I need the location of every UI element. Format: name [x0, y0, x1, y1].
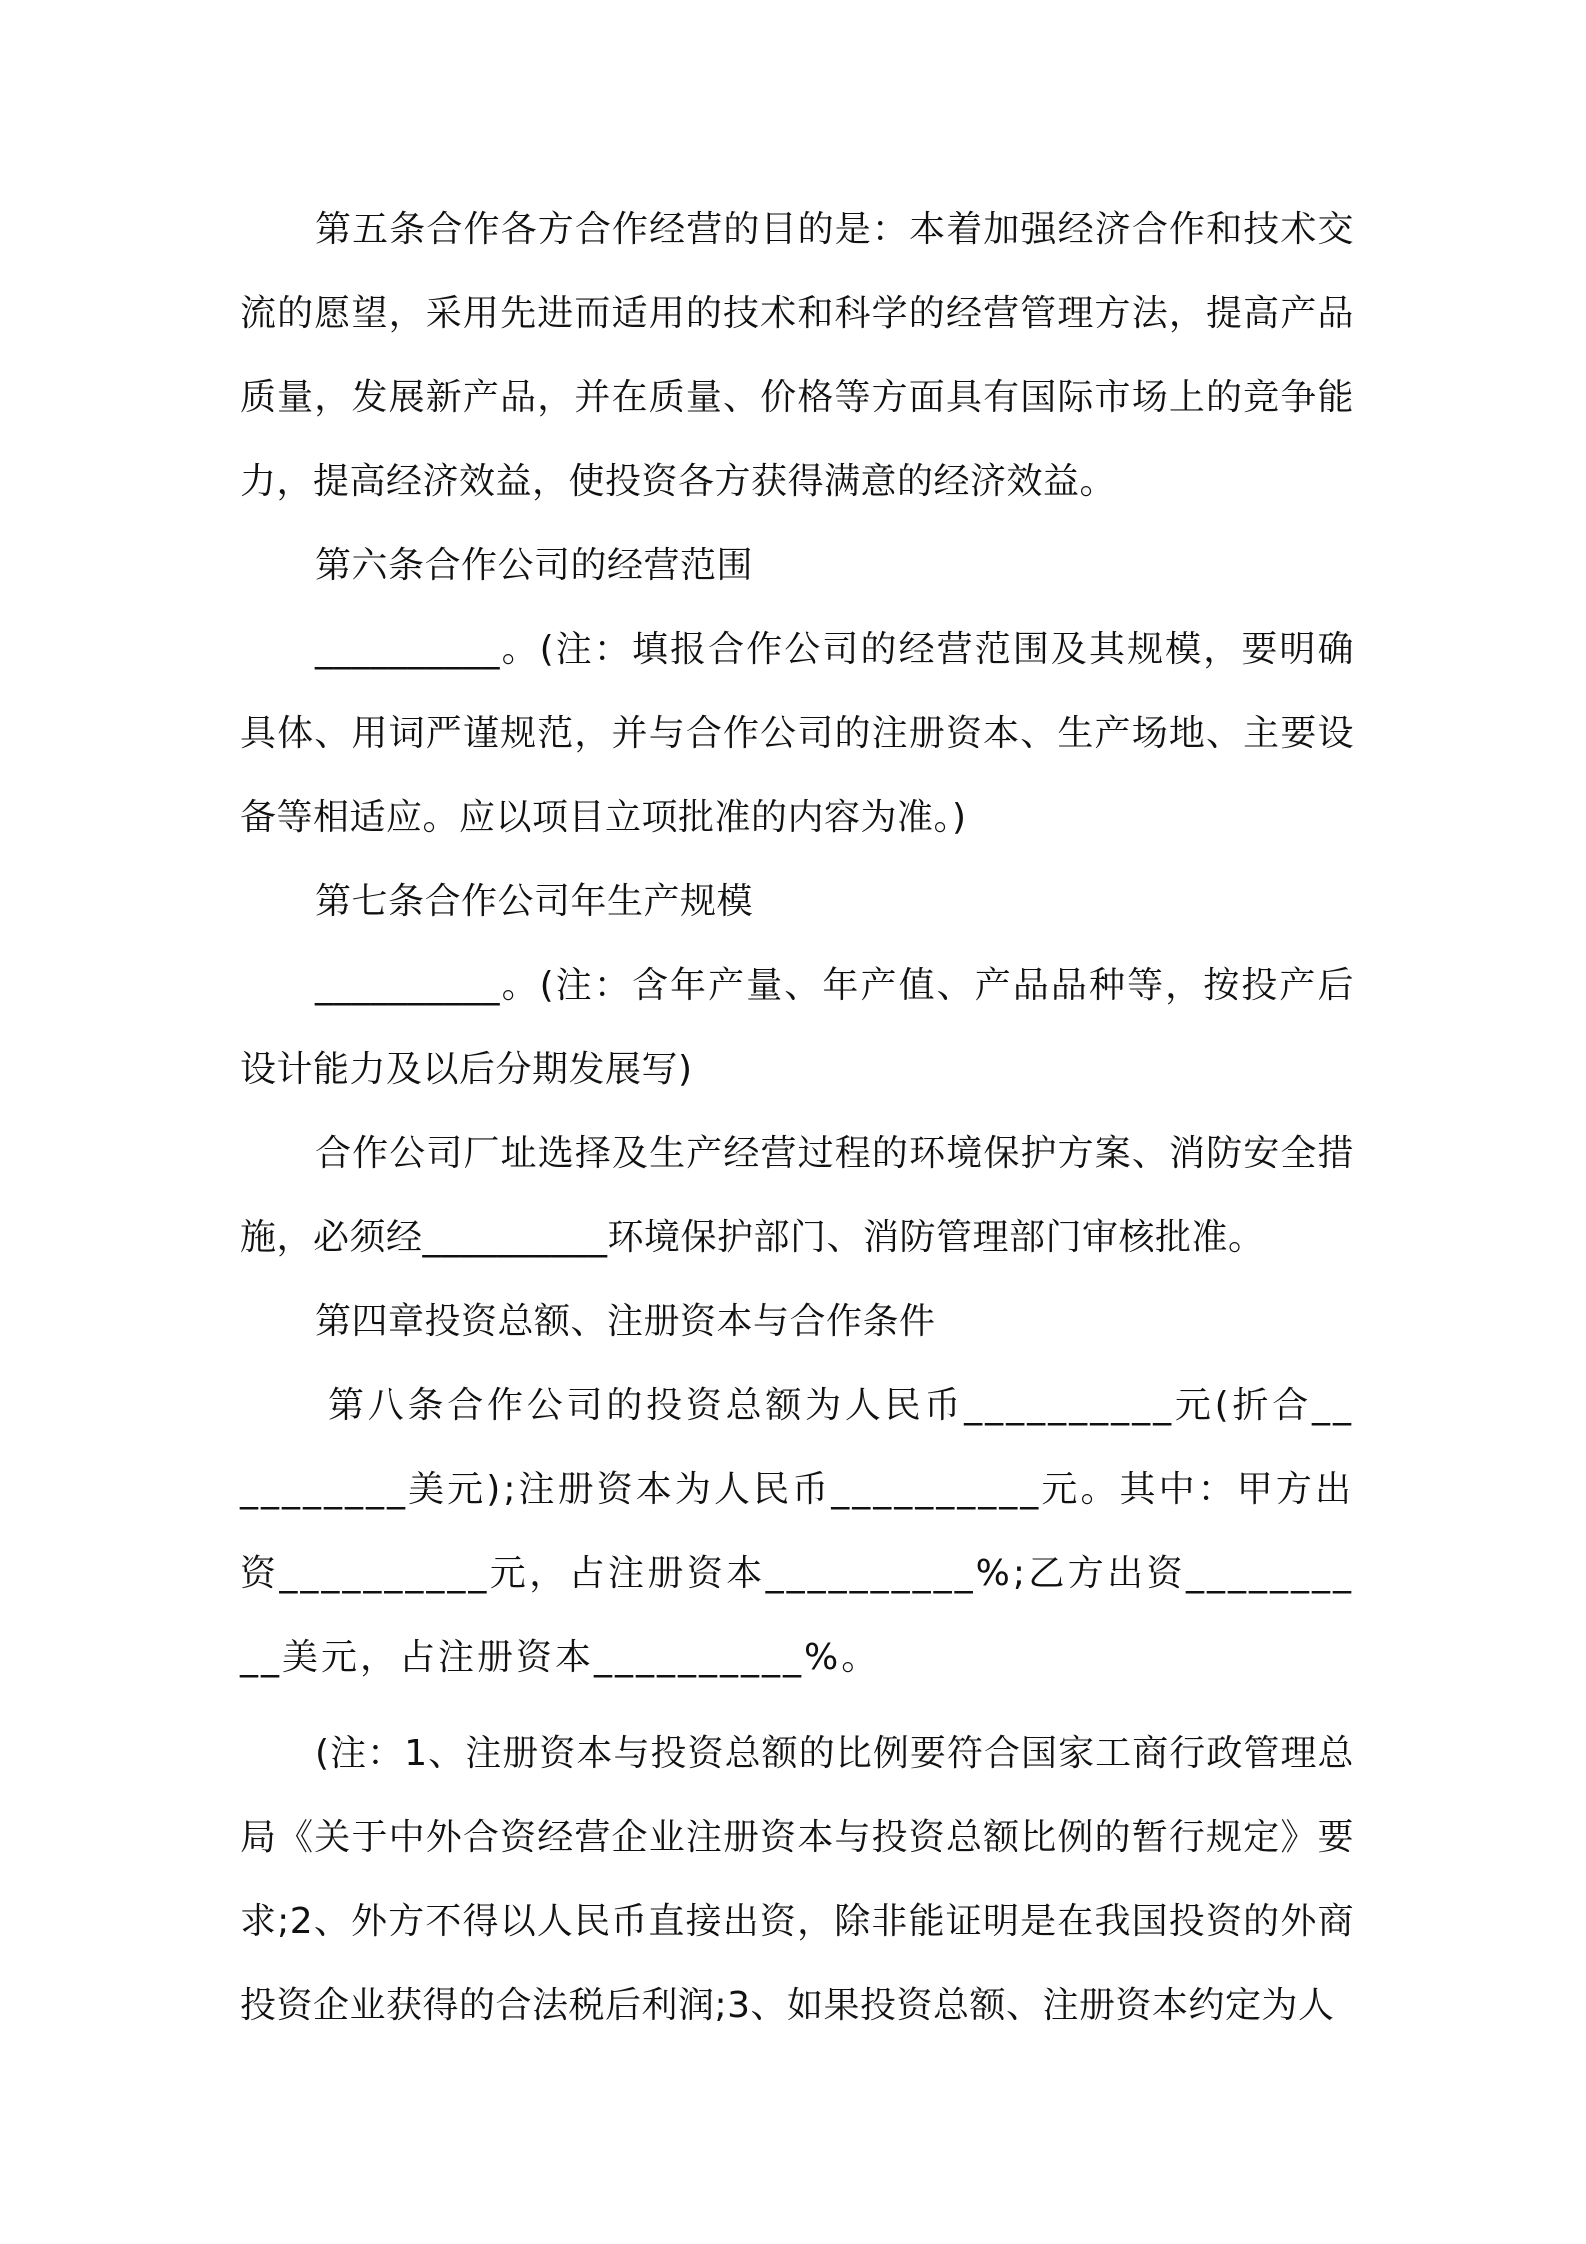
article-8-note: (注：1、注册资本与投资总额的比例要符合国家工商行政管理总局《关于中外合资经营企业注册资本与投资总额比例的暂行规定》要求;2、外方不得以人民币直接出资，除非能证明是在我国投资的外商投资企业获得的合法税后利润;3、如果投资总额、注册资本约定为人 — [240, 1733, 1354, 2026]
chapter-4-heading: 第四章投资总额、注册资本与合作条件 — [315, 1301, 936, 1342]
environment-protection-paragraph: 合作公司厂址选择及生产经营过程的环境保护方案、消防安全措施，必须经__________环境保护部门、消防管理部门审核批准。 — [240, 1133, 1354, 1258]
article-6-body: __________。(注：填报合作公司的经营范围及其规模，要明确具体、用词严谨规范，并与合作公司的注册资本、生产场地、主要设备等相适应。应以项目立项批准的内容为准。) — [240, 629, 1354, 838]
article-5-paragraph: 第五条合作各方合作经营的目的是：本着加强经济合作和技术交流的愿望，采用先进而适用的技术和科学的经营管理方法，提高产品质量，发展新产品，并在质量、价格等方面具有国际市场上的竞争能力，提高经济效益，使投资各方获得满意的经济效益。 — [240, 209, 1354, 502]
article-8-paragraph: 第八条合作公司的投资总额为人民币__________元(折合__________美元);注册资本为人民币__________元。其中：甲方出资__________元，占注册资本__________%;乙方出资__________美元，占注册资本__________%。 — [240, 1385, 1354, 1678]
article-7-heading: 第七条合作公司年生产规模 — [315, 881, 754, 922]
article-6-heading: 第六条合作公司的经营范围 — [315, 545, 754, 586]
article-7-body: __________。(注：含年产量、年产值、产品品种等，按投产后设计能力及以后分期发展写) — [240, 965, 1354, 1090]
document-body — [240, 188, 1354, 2048]
